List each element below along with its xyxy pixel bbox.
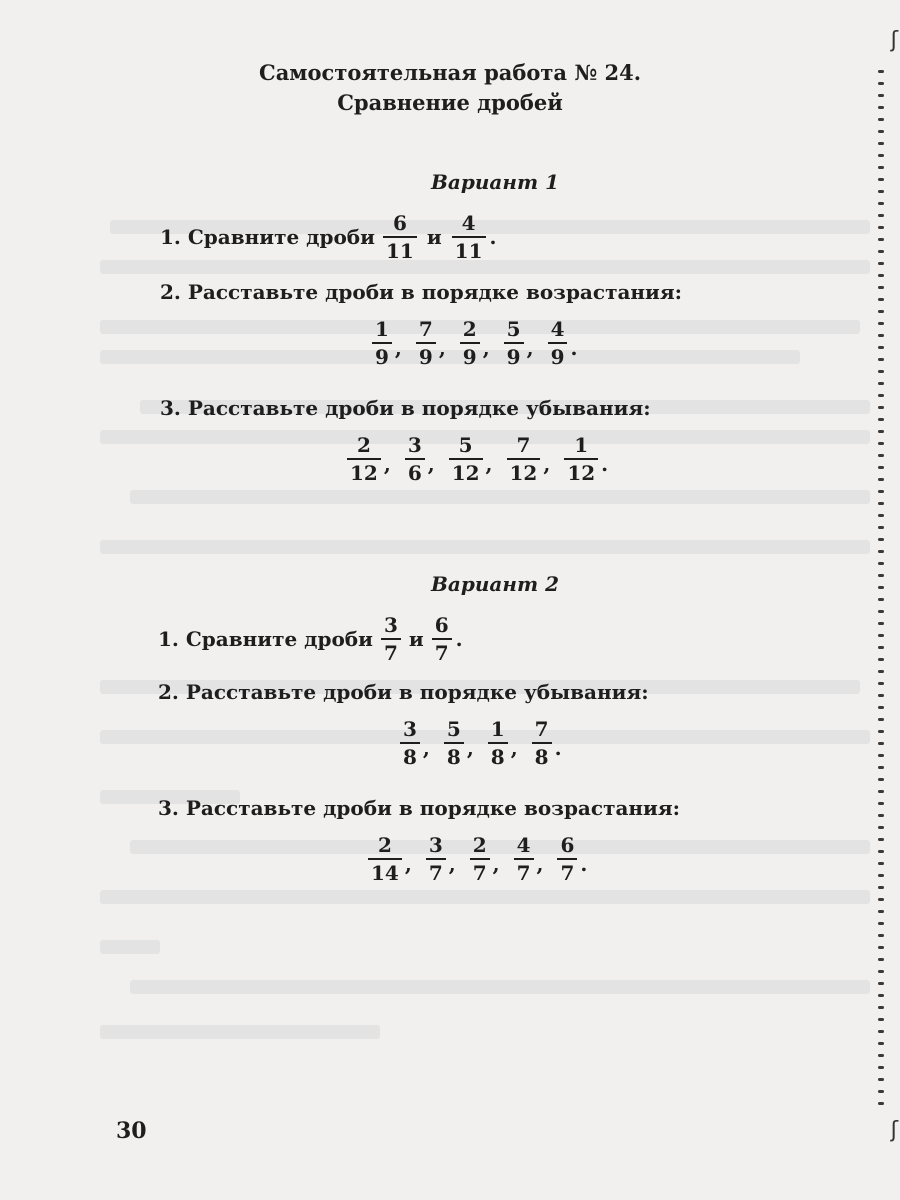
v2-task1-fraction-b: $\frac{6}{7}$ (432, 614, 452, 664)
separator: , (543, 452, 551, 476)
v1-task3-fraction (405, 434, 425, 484)
page-number: 30 (116, 1118, 147, 1144)
numerator: 1 (490, 717, 505, 741)
binding-coil (878, 238, 884, 241)
binding-coil (878, 610, 884, 613)
numerator: 4 (550, 317, 565, 341)
binding-coil (878, 682, 884, 685)
v1-task1-end: . (489, 225, 497, 249)
binding-coil (878, 802, 884, 805)
numerator: 4 (516, 833, 531, 857)
binding-coil (878, 766, 884, 769)
numerator: 5 (446, 717, 461, 741)
numerator: 7 (534, 717, 549, 741)
v2-task1-conjunction: и (408, 627, 424, 651)
binding-coil (878, 502, 884, 505)
numerator: 5 (506, 317, 521, 341)
v1-task2-fractions (370, 318, 589, 368)
binding-coil (878, 1054, 884, 1057)
separator: . (580, 852, 588, 876)
spiral-binding (870, 30, 894, 1150)
binding-coil (878, 442, 884, 445)
binding-coil (878, 598, 884, 601)
binding-coil (878, 310, 884, 313)
binding-coil (878, 730, 884, 733)
denominator: 12 (451, 461, 480, 485)
binding-coil (878, 154, 884, 157)
binding-coil (878, 214, 884, 217)
binding-coil (878, 1090, 884, 1093)
separator: , (427, 452, 435, 476)
binding-coil (878, 1042, 884, 1045)
v2-task1-fraction-a: $\frac{3}{7}$ (381, 614, 401, 664)
binding-coil (878, 778, 884, 781)
binding-coil (878, 538, 884, 541)
binding-coil (878, 970, 884, 973)
binding-coil (878, 334, 884, 337)
separator: . (570, 336, 578, 360)
binding-coil (878, 562, 884, 565)
binding-coil (878, 166, 884, 169)
v2-task2-fraction (444, 718, 464, 768)
v2-task3-text: 3. Расставьте дроби в порядке возрастания: (158, 796, 681, 820)
binding-coil (878, 586, 884, 589)
binding-coil (878, 130, 884, 133)
separator: , (383, 452, 391, 476)
binding-coil (878, 106, 884, 109)
denominator: 7 (472, 861, 487, 885)
worksheet-subtitle: Сравнение дробей (337, 90, 563, 115)
binding-coil (878, 850, 884, 853)
binding-coil (878, 670, 884, 673)
binding-coil (878, 1030, 884, 1033)
numerator: 3 (428, 833, 443, 857)
separator: , (510, 736, 518, 760)
binding-coil (878, 1066, 884, 1069)
binding-coil (878, 202, 884, 205)
binding-coil (878, 382, 884, 385)
v2-task1 (158, 614, 463, 664)
binding-coil (878, 886, 884, 889)
denominator: 6 (407, 461, 422, 485)
binding-coil (878, 418, 884, 421)
v1-task3-fractions (345, 434, 620, 484)
binding-coil (878, 1006, 884, 1009)
binding-coil (878, 862, 884, 865)
binding-coil (878, 226, 884, 229)
separator: , (394, 336, 402, 360)
binding-coil (878, 574, 884, 577)
binding-coil (878, 1078, 884, 1081)
v1-task2-fraction (504, 318, 524, 368)
binding-coil (878, 274, 884, 277)
v1-task2-fraction (416, 318, 436, 368)
v1-task2-fraction (372, 318, 392, 368)
separator: , (482, 336, 490, 360)
binding-coil (878, 322, 884, 325)
binding-coil (878, 358, 884, 361)
denominator: 9 (462, 345, 477, 369)
binding-coil (878, 430, 884, 433)
binding-coil (878, 994, 884, 997)
variant-2-heading: Вариант 2 (431, 572, 559, 596)
v2-task3-fraction (514, 834, 534, 884)
separator: , (438, 336, 446, 360)
v2-task3-fraction (368, 834, 402, 884)
denominator: 12 (567, 461, 596, 485)
numerator: 3 (403, 717, 417, 741)
denominator: 9 (550, 345, 565, 369)
denominator: 8 (446, 745, 461, 769)
v2-task3-fraction (557, 834, 577, 884)
numerator: 7 (418, 317, 433, 341)
binding-coil (878, 514, 884, 517)
v1-task2-fraction (548, 318, 568, 368)
v1-task2-fraction (460, 318, 480, 368)
v2-task2-fraction (400, 718, 420, 768)
denominator: 12 (509, 461, 538, 485)
binding-coil (878, 142, 884, 145)
binding-coil (878, 922, 884, 925)
binding-coil (878, 814, 884, 817)
numerator: 2 (377, 833, 392, 857)
separator: , (485, 452, 493, 476)
binding-coil (878, 958, 884, 961)
v1-task3-fraction (564, 434, 598, 484)
binding-coil (878, 490, 884, 493)
denominator: 9 (506, 345, 521, 369)
binding-coil (878, 94, 884, 97)
binding-coil (878, 694, 884, 697)
binding-coil (878, 622, 884, 625)
separator: , (526, 336, 534, 360)
denominator: 14 (371, 861, 399, 885)
v1-task1 (160, 212, 496, 262)
binding-coil (878, 550, 884, 553)
denominator: 12 (350, 461, 378, 485)
numerator: 3 (407, 433, 422, 457)
binding-clip-bottom-icon: ʃ (890, 1118, 898, 1143)
v1-task3-fraction (347, 434, 381, 484)
v2-task2-text: 2. Расставьте дроби в порядке убывания: (158, 680, 649, 704)
binding-coil (878, 946, 884, 949)
separator: , (536, 852, 544, 876)
binding-coil (878, 718, 884, 721)
denominator: 7 (560, 861, 575, 885)
separator: , (422, 736, 430, 760)
numerator: 6 (560, 833, 575, 857)
denominator: 9 (375, 345, 389, 369)
binding-coil (878, 754, 884, 757)
numerator: 7 (516, 433, 531, 457)
binding-coil (878, 250, 884, 253)
v1-task3-text: 3. Расставьте дроби в порядке убывания: (160, 396, 651, 420)
binding-coil (878, 934, 884, 937)
binding-coil (878, 370, 884, 373)
numerator: 2 (462, 317, 477, 341)
separator: , (492, 852, 500, 876)
binding-coil (878, 466, 884, 469)
binding-coil (878, 298, 884, 301)
binding-coil (878, 1018, 884, 1021)
binding-coil (878, 454, 884, 457)
binding-coil (878, 658, 884, 661)
binding-coil (878, 646, 884, 649)
numerator: 1 (574, 433, 589, 457)
separator: , (466, 736, 474, 760)
binding-coil (878, 262, 884, 265)
numerator: 2 (356, 433, 371, 457)
denominator: 7 (428, 861, 443, 885)
denominator: 8 (490, 745, 505, 769)
v1-task1-text: 1. Сравните дроби (160, 225, 375, 249)
numerator: 2 (472, 833, 487, 857)
binding-coil (878, 394, 884, 397)
binding-coil (878, 82, 884, 85)
binding-coil (878, 118, 884, 121)
binding-coil (878, 190, 884, 193)
denominator: 8 (403, 745, 417, 769)
v2-task2-fraction (488, 718, 508, 768)
separator: . (554, 736, 562, 760)
binding-coil (878, 1102, 884, 1105)
binding-coil (878, 526, 884, 529)
denominator: 8 (534, 745, 549, 769)
v2-task2-fraction (532, 718, 552, 768)
v2-task1-text: 1. Сравните дроби (158, 627, 373, 651)
binding-coil (878, 982, 884, 985)
binding-coil (878, 286, 884, 289)
binding-coil (878, 406, 884, 409)
v1-task1-fraction-b: $\frac{4}{11}$ (452, 212, 486, 262)
binding-coil (878, 70, 884, 73)
v1-task2-text: 2. Расставьте дроби в порядке возрастания: (160, 280, 683, 304)
v1-task1-conjunction: и (426, 225, 442, 249)
denominator: 9 (418, 345, 433, 369)
binding-coil (878, 874, 884, 877)
denominator: 7 (516, 861, 531, 885)
v2-task2-fractions (398, 718, 574, 768)
v1-task1-fraction-a: $\frac{6}{11}$ (383, 212, 417, 262)
binding-coil (878, 634, 884, 637)
v1-task3-fraction (449, 434, 483, 484)
v2-task3-fraction (426, 834, 446, 884)
binding-coil (878, 742, 884, 745)
binding-coil (878, 826, 884, 829)
binding-coil (878, 838, 884, 841)
separator: , (404, 852, 412, 876)
binding-coil (878, 478, 884, 481)
v2-task1-end: . (455, 627, 463, 651)
separator: , (448, 852, 456, 876)
binding-coil (878, 790, 884, 793)
numerator: 5 (458, 433, 473, 457)
worksheet-title: Самостоятельная работа № 24. (258, 60, 642, 85)
binding-coil (878, 898, 884, 901)
v2-task3-fractions (366, 834, 599, 884)
binding-coil (878, 346, 884, 349)
binding-coil (878, 910, 884, 913)
binding-clip-top-icon: ʃ (890, 28, 898, 53)
separator: . (601, 452, 609, 476)
binding-coil (878, 706, 884, 709)
v1-task3-fraction (507, 434, 541, 484)
binding-coil (878, 178, 884, 181)
v2-task3-fraction (470, 834, 490, 884)
numerator: 1 (375, 317, 389, 341)
variant-1-heading: Вариант 1 (431, 170, 559, 194)
